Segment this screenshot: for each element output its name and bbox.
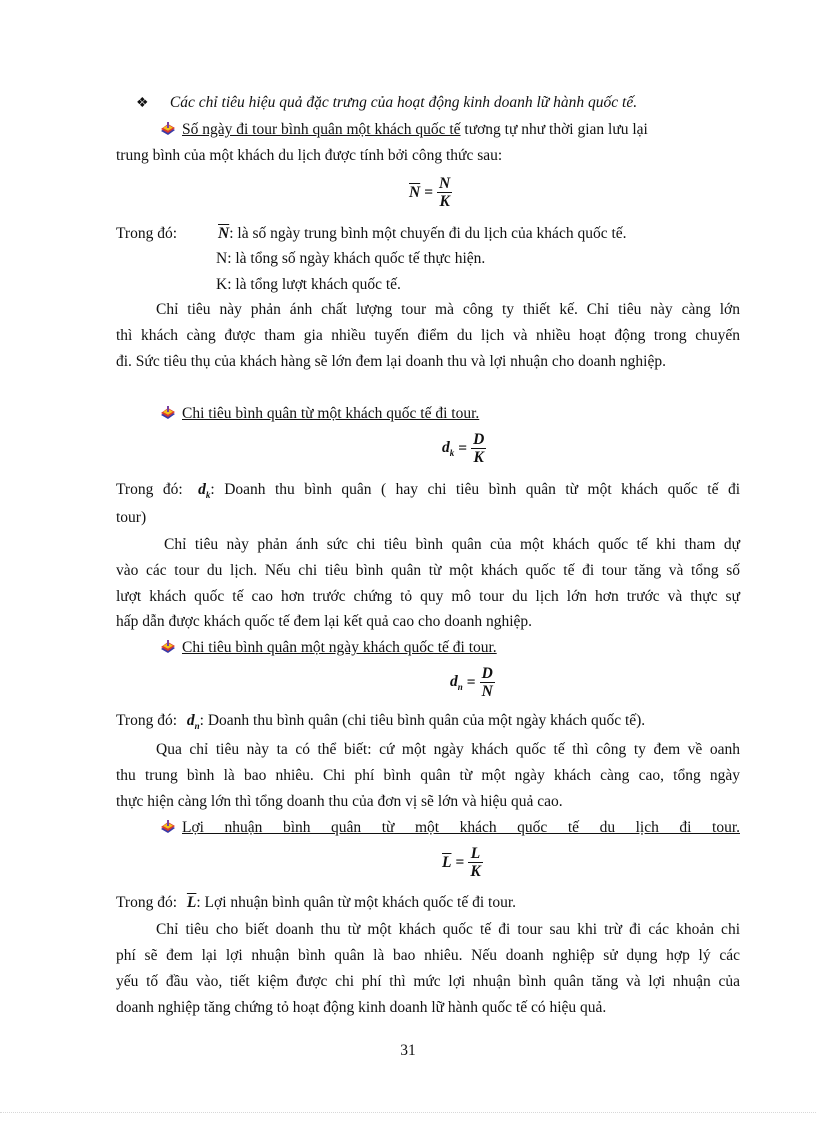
item4-para-line3: yếu tố đầu vào, tiết kiệm được chi phí thì mức lợi nhuận bình quân tăng và lợi nhuận của (116, 973, 740, 990)
item2-def-line1: Trong đó: $d_k$: Doanh thu bình quân ( hay chi tiêu bình quân từ một khách quốc tế đi (116, 481, 740, 500)
item4-def: Trong đó: $\overline{L}$: Lợi nhuận bình quân từ một khách quốc tế đi tour. (116, 894, 517, 911)
diamond-bullet-icon: ❖ (136, 96, 149, 111)
item1-trong-do: Trong đó: (116, 225, 178, 242)
section-heading: ❖ Các chỉ tiêu hiệu quả đặc trưng của hoạt động kinh doanh lữ hành quốc tế. (136, 93, 637, 114)
item4-para-line2: phí sẽ đem lại lợi nhuận bình quân là bao nhiêu. Nếu doanh nghiệp sử dụng hợp lý các (116, 947, 740, 964)
item2-title: Chi tiêu bình quân từ một khách quốc tế đi tour. (182, 405, 480, 422)
item4-title: Lợi nhuận bình quân từ một khách quốc tế du lịch đi tour. (182, 819, 740, 836)
item1-para-line2: thì khách càng được tham gia nhiều tuyến điểm du lịch và nhiều hoạt động trong chuyến (116, 327, 740, 344)
item1-def2: N: là tổng số ngày khách quốc tế thực hiện. (216, 250, 486, 267)
item1-def1: $\overline{N}$: là số ngày trung bình một chuyến đi du lịch của khách quốc tế. (218, 225, 627, 242)
item1-line2: trung bình của một khách du lịch được tính bởi công thức sau: (116, 147, 503, 164)
item1-para-line3: đi. Sức tiêu thụ của khách hàng sẽ lớn đem lại doanh thu và lợi nhuận cho doanh nghiệp. (116, 353, 666, 370)
item3-para-line2: thu trung bình là bao nhiêu. Chi phí bình quân từ một ngày khách càng cao, tổng ngày (116, 767, 740, 784)
page-bottom-edge (0, 1112, 816, 1113)
item2-title-line (160, 404, 479, 424)
item1-para-line1: Chỉ tiêu này phản ánh chất lượng tour mà công ty thiết kế. Chỉ tiêu này càng lớn (156, 301, 740, 318)
item3-title: Chi tiêu bình quân một ngày khách quốc tế đi tour. (182, 639, 497, 656)
item1-def3: K: là tổng lượt khách quốc tế. (216, 276, 401, 293)
item4-para-line1: Chỉ tiêu cho biết doanh thu từ một khách quốc tế đi tour sau khi trừ đi các khoản chi (156, 921, 740, 938)
formula-avg-spend: $d_k$ = $\frac{D}{K}$ (442, 431, 485, 466)
item3-title-line (160, 638, 497, 658)
item2-para-line2: vào các tour du lịch. Nếu chi tiêu bình quân từ một khách quốc tế đi tour tăng và tổng số (116, 562, 740, 579)
book-bullet-icon (160, 820, 176, 834)
item4-para-line4: doanh nghiệp tăng chứng tỏ hoạt động kinh doanh lữ hành quốc tế có hiệu quả. (116, 999, 607, 1016)
item2-para-line4: hấp dẫn được khách quốc tế đem lại kết quả cao cho doanh nghiệp. (116, 613, 533, 630)
formula-daily-spend: $d_n$ = $\frac{D}{N}$ (450, 665, 493, 700)
page-number: 31 (400, 1042, 416, 1059)
item2-def-line2: tour) (116, 509, 147, 526)
item3-para-line3: thực hiện càng lớn thì tổng doanh thu của đơn vị sẽ lớn và hiệu quả cao. (116, 793, 563, 810)
formula-avg-days: $\overline{N}$ = $\frac{N}{K}$ (409, 175, 451, 210)
item2-para-line3: lượt khách quốc tế cao hơn trước chứng tỏ quy mô tour du lịch lớn hơn trước và thực sự (116, 588, 740, 605)
item4-title-line (160, 818, 740, 838)
item1-title: Số ngày đi tour bình quân một khách quốc tế (182, 121, 461, 138)
item1-title-line: Số ngày đi tour bình quân một khách quốc tế tương tự như thời gian lưu lại (160, 120, 740, 140)
book-bullet-icon (160, 640, 176, 654)
book-bullet-icon (160, 122, 176, 136)
formula-avg-profit: $\overline{L}$ = $\frac{L}{K}$ (442, 845, 481, 880)
book-bullet-icon (160, 406, 176, 420)
item2-para-line1: Chỉ tiêu này phản ánh sức chi tiêu bình quân của một khách quốc tế khi tham dự (164, 536, 740, 553)
item3-def: Trong đó: $d_n$: Doanh thu bình quân (chi tiêu bình quân của một ngày khách quốc tế). (116, 712, 646, 731)
item3-para-line1: Qua chỉ tiêu này ta có thể biết: cứ một ngày khách quốc tế thì công ty đem về oanh (156, 741, 740, 758)
